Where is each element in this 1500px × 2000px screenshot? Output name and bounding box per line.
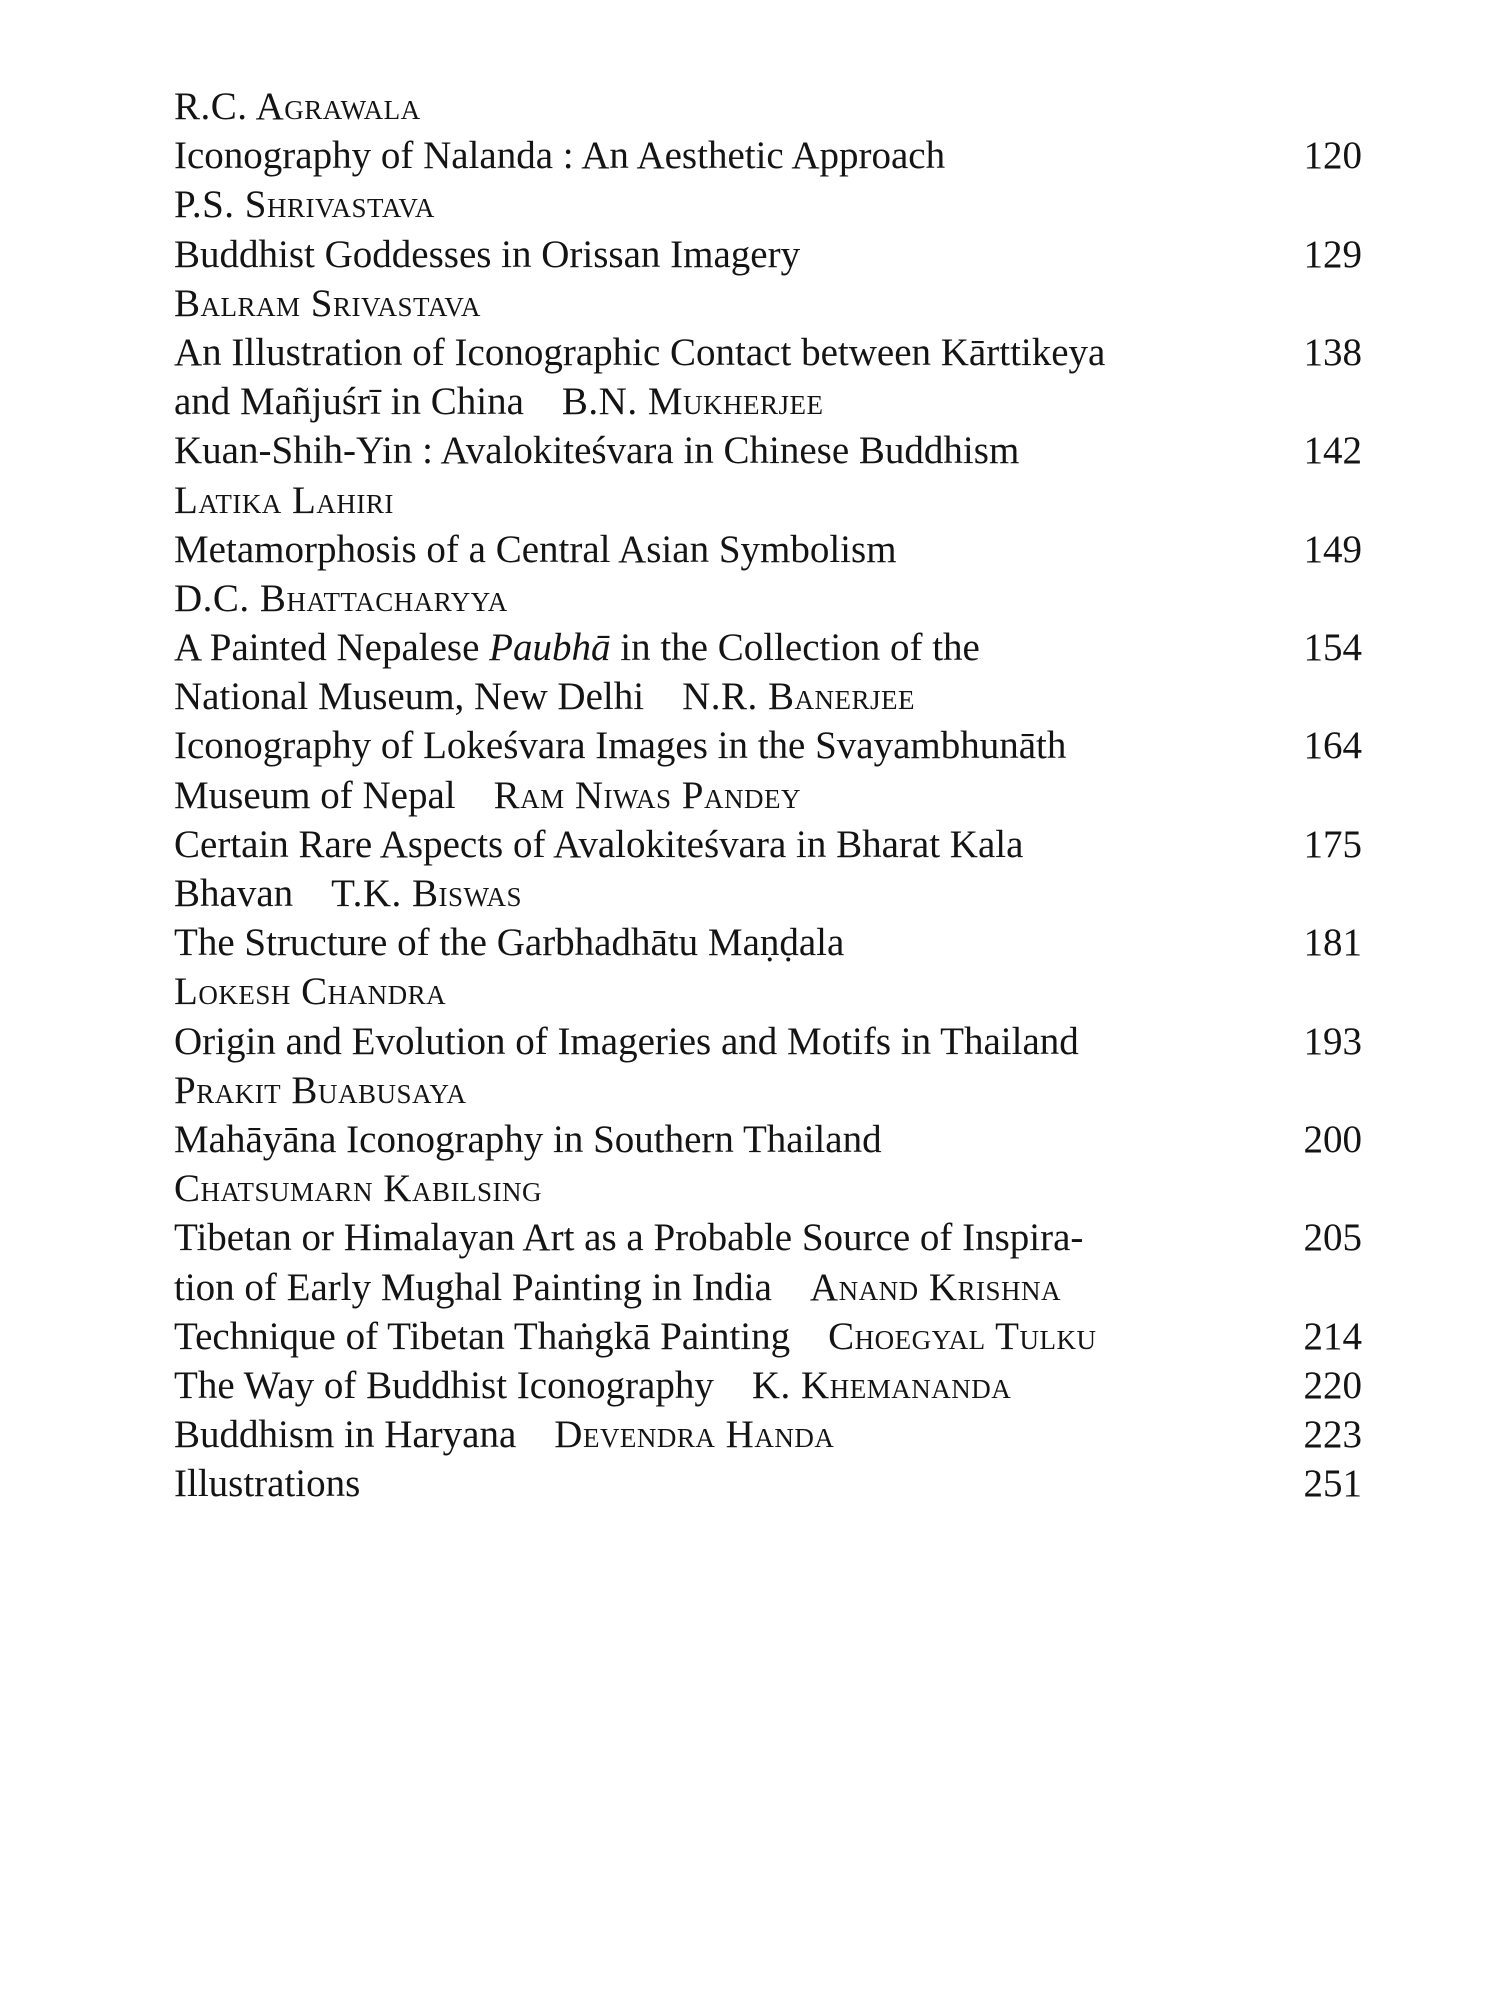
author-name: Devendra Handa	[554, 1413, 835, 1457]
toc-entry	[174, 426, 1362, 475]
entry-title-continuation: Museum of Nepal	[174, 773, 456, 817]
entry-title: Illustrations	[174, 1462, 361, 1506]
page-number: 154	[1303, 626, 1362, 670]
page-number: 214	[1303, 1314, 1362, 1358]
toc-entry	[174, 918, 1362, 967]
entry-title: An Illustration of Iconographic Contact between Kārttikeya	[174, 330, 1106, 374]
page-number: 205	[1303, 1216, 1362, 1260]
toc-entry-continuation	[174, 377, 1354, 426]
toc-entry	[174, 328, 1362, 377]
entry-title-continuation: Bhavan	[174, 872, 294, 915]
toc-author-line	[174, 279, 1354, 328]
toc-author-line	[174, 967, 1354, 1016]
author-name: Anand Krishna	[809, 1265, 1062, 1309]
author-name: Chatsumarn Kabilsing	[174, 1167, 542, 1211]
author-name: Prakit Buabusaya	[174, 1068, 467, 1112]
toc-entry	[174, 525, 1362, 574]
toc-entry	[174, 1312, 1362, 1361]
toc-entry	[174, 1361, 1362, 1410]
toc-entry	[174, 1115, 1362, 1164]
author-name: R.C. Agrawala	[174, 85, 421, 128]
page-number: 149	[1303, 527, 1362, 571]
author-name: Choegyal Tulku	[828, 1314, 1097, 1358]
entry-title: The Structure of the Garbhadhātu Maṇḍala	[174, 921, 845, 965]
entry-title-continuation: National Museum, New Delhi	[174, 675, 645, 719]
entry-title: Tibetan or Himalayan Art as a Probable Source of Inspira-	[174, 1216, 1084, 1260]
author-name: P.S. Shrivastava	[174, 183, 435, 227]
page-number: 138	[1303, 330, 1362, 374]
toc-entry	[174, 623, 1362, 672]
toc-entry	[174, 1459, 1362, 1508]
page-number: 142	[1303, 429, 1362, 473]
author-name: Latika Lahiri	[174, 478, 394, 522]
toc-author-line	[174, 476, 1354, 525]
toc-entry	[174, 131, 1362, 180]
page-number: 251	[1303, 1462, 1362, 1506]
entry-title: Technique of Tibetan Thaṅgkā Painting	[174, 1314, 791, 1358]
toc-entry-continuation	[174, 771, 1354, 820]
entry-title-part: A Painted Nepalese	[174, 626, 490, 670]
author-name: Ram Niwas Pandey	[493, 773, 801, 817]
toc-entry	[174, 1213, 1362, 1262]
page-number: 200	[1303, 1117, 1362, 1161]
toc-entry-continuation	[174, 869, 1354, 918]
author-name: Balram Srivastava	[174, 281, 481, 325]
entry-title	[174, 623, 980, 672]
entry-title: Mahāyāna Iconography in Southern Thailand	[174, 1117, 882, 1161]
toc-author-line	[174, 82, 1354, 131]
author-name: K. Khemananda	[751, 1363, 1012, 1407]
author-name: N.R. Banerjee	[682, 675, 916, 719]
page-number: 120	[1303, 134, 1362, 178]
table-of-contents	[174, 82, 1362, 1508]
author-name: B.N. Mukherjee	[561, 380, 824, 424]
toc-entry-continuation	[174, 1263, 1354, 1312]
page-number: 220	[1303, 1363, 1362, 1407]
entry-title: Iconography of Lokeśvara Images in the Svayambhunāth	[174, 724, 1067, 768]
entry-title: Iconography of Nalanda : An Aesthetic Approach	[174, 134, 946, 178]
toc-entry	[174, 1017, 1362, 1066]
toc-author-line	[174, 180, 1354, 229]
entry-title: Buddhist Goddesses in Orissan Imagery	[174, 232, 801, 276]
entry-title: Kuan-Shih-Yin : Avalokiteśvara in Chinese Buddhism	[174, 429, 1020, 473]
entry-title: Metamorphosis of a Central Asian Symbolism	[174, 527, 897, 571]
entry-title-italic: Paubhā	[489, 626, 611, 670]
page-number: 164	[1303, 724, 1362, 768]
entry-title: Buddhism in Haryana	[174, 1413, 517, 1457]
page-number: 223	[1303, 1413, 1362, 1457]
toc-entry	[174, 1410, 1362, 1459]
page-number: 193	[1303, 1019, 1362, 1063]
toc-entry	[174, 820, 1362, 869]
page-number: 129	[1303, 232, 1362, 276]
toc-entry	[174, 230, 1362, 279]
toc-author-line	[174, 1066, 1354, 1115]
author-name: D.C. Bhattacharyya	[174, 576, 508, 620]
entry-title-continuation: and Mañjuśrī in China	[174, 380, 524, 424]
toc-entry-continuation	[174, 672, 1354, 721]
entry-title: Origin and Evolution of Imageries and Motifs in Thailand	[174, 1019, 1079, 1063]
entry-title: The Way of Buddhist Iconography	[174, 1363, 714, 1407]
author-name: Lokesh Chandra	[174, 970, 447, 1014]
page-number: 175	[1303, 822, 1362, 866]
toc-author-line	[174, 574, 1354, 623]
entry-title: Certain Rare Aspects of Avalokiteśvara in Bharat Kala	[174, 822, 1024, 866]
page-number: 181	[1303, 921, 1362, 965]
entry-title-continuation: tion of Early Mughal Painting in India	[174, 1265, 772, 1309]
entry-title-part: in the Collection of the	[610, 626, 980, 670]
toc-author-line	[174, 1164, 1354, 1213]
author-name: T.K. Biswas	[331, 872, 523, 915]
toc-entry	[174, 721, 1362, 770]
